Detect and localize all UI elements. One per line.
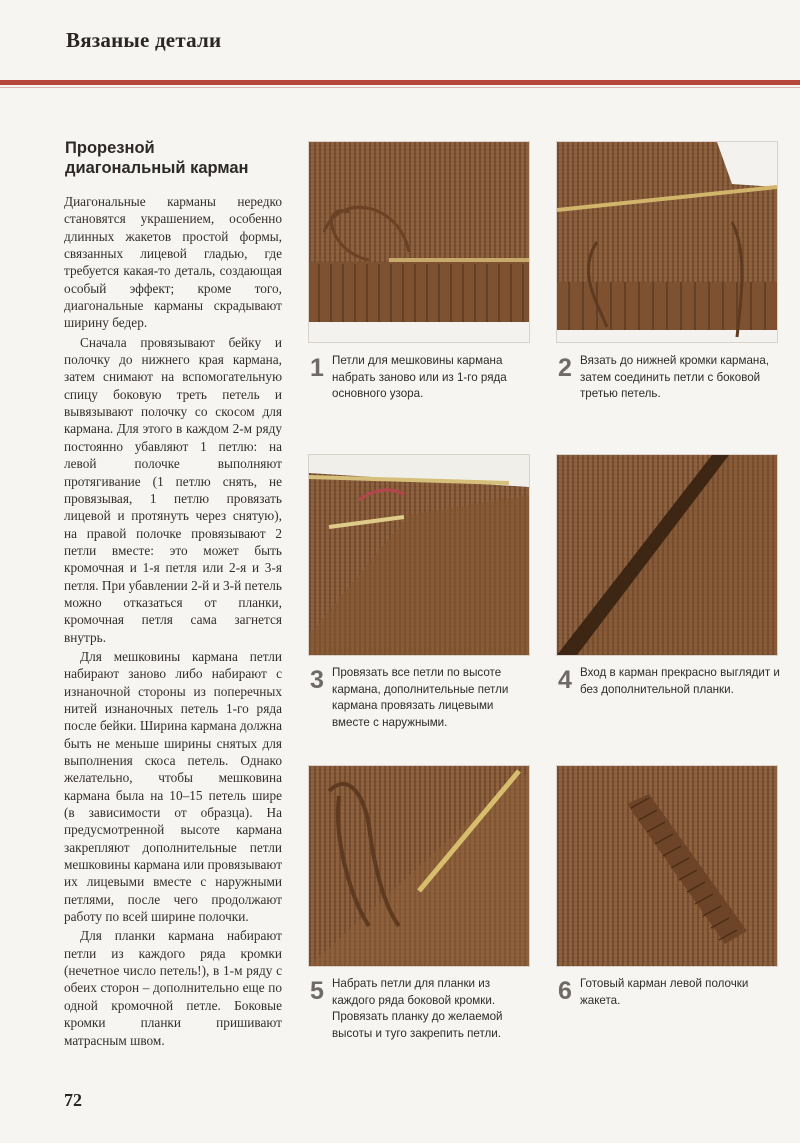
section-title-line2: диагональный карман	[65, 159, 249, 177]
step-6-photo	[557, 766, 777, 966]
step-caption-text: Петли для мешковины кармана набрать заново или из 1-го ряда основного узора.	[332, 354, 507, 401]
step-number: 5	[310, 977, 324, 1005]
step-5-caption	[310, 976, 532, 1042]
step-1-photo	[309, 142, 529, 342]
step-1-caption	[310, 353, 532, 403]
step-5-photo	[309, 766, 529, 966]
step-number: 2	[558, 354, 572, 382]
step-4-caption	[558, 665, 780, 698]
step-2-caption	[558, 353, 780, 403]
step-4-photo	[557, 455, 777, 655]
paragraph: Сначала провязывают бейку и полочку до нижнего края кармана, затем снимают на вспомогательную спицу боковую треть петель и вывязывают полочку со скосом для кармана. Для этого в каждом 2-м ряду постоянно убавляют 1 петлю: на левой полочке выполняют протягивание (1 петлю снять, не провязывая, 1 петлю провязать лицевой и протянуть через снятую), на правой полочке провязывают 2 петли вместе: это может быть кромочная и 1-я петля или 2-я и 3-я петля. При убавлении 2-й и 3-й петель можно отказаться от планки, кромочная петля сама загнется внутрь.	[64, 334, 282, 645]
step-3-photo	[309, 455, 529, 655]
step-3-caption	[310, 665, 532, 731]
page-number: 72	[64, 1090, 82, 1110]
paragraph: Для планки кармана набирают петли из каждого ряда кромки (нечетное число петель!), в 1-м ряду с обеих сторон – дополнительно еще по одной кромочной петле. Боковые кромки планки пришивают матрасным швом.	[64, 928, 282, 1048]
step-caption-text: Готовый карман левой полочки жакета.	[580, 977, 749, 1007]
step-2-photo	[557, 142, 777, 342]
step-caption-text: Вязать до нижней кромки кармана, затем соединить петли с боковой третью петель.	[580, 354, 769, 401]
section-title	[65, 138, 295, 178]
body-text	[64, 193, 282, 1049]
step-caption-text: Вход в карман прекрасно выглядит и без дополнительной планки.	[580, 666, 780, 696]
step-caption-text: Набрать петли для планки из каждого ряда боковой кромки. Провязать планку до желаемой высоты и туго закрепить петли.	[332, 977, 503, 1040]
page-header: Вязаные детали	[66, 28, 222, 52]
step-number: 6	[558, 977, 572, 1005]
header-rule	[0, 80, 800, 85]
paragraph: Диагональные карманы нередко становятся украшением, особенно длинных жакетов простой формы, связанных лицевой гладью, где требуется какая-то деталь, создающая особый эффект; кроме того, диагональные карманы скрадывают ширину бедер.	[64, 194, 282, 331]
step-number: 3	[310, 666, 324, 694]
header-rule-thin	[0, 87, 800, 88]
step-6-caption	[558, 976, 780, 1009]
step-number: 4	[558, 666, 572, 694]
section-title-line1: Прорезной	[65, 139, 155, 157]
step-caption-text: Провязать все петли по высоте кармана, дополнительные петли кармана провязать лицевыми вместе с наружными.	[332, 666, 509, 729]
step-number: 1	[310, 354, 324, 382]
paragraph: Для мешковины кармана петли набирают заново либо набирают с изнаночной стороны из поперечных нитей изнаночных петель 1-го ряда после бейки. Ширина кармана должна быть не меньше ширины снятых для выполнения скоса петель. Однако желательно, чтобы мешковина кармана была на 10–15 петель шире (в зависимости от образца). На предусмотренной высоте кармана закрепляют дополнительные петли мешковины кармана или провязывают их лицевыми вместе с наружными петлями, после чего продолжают работу по всей ширине полочки.	[64, 648, 282, 925]
